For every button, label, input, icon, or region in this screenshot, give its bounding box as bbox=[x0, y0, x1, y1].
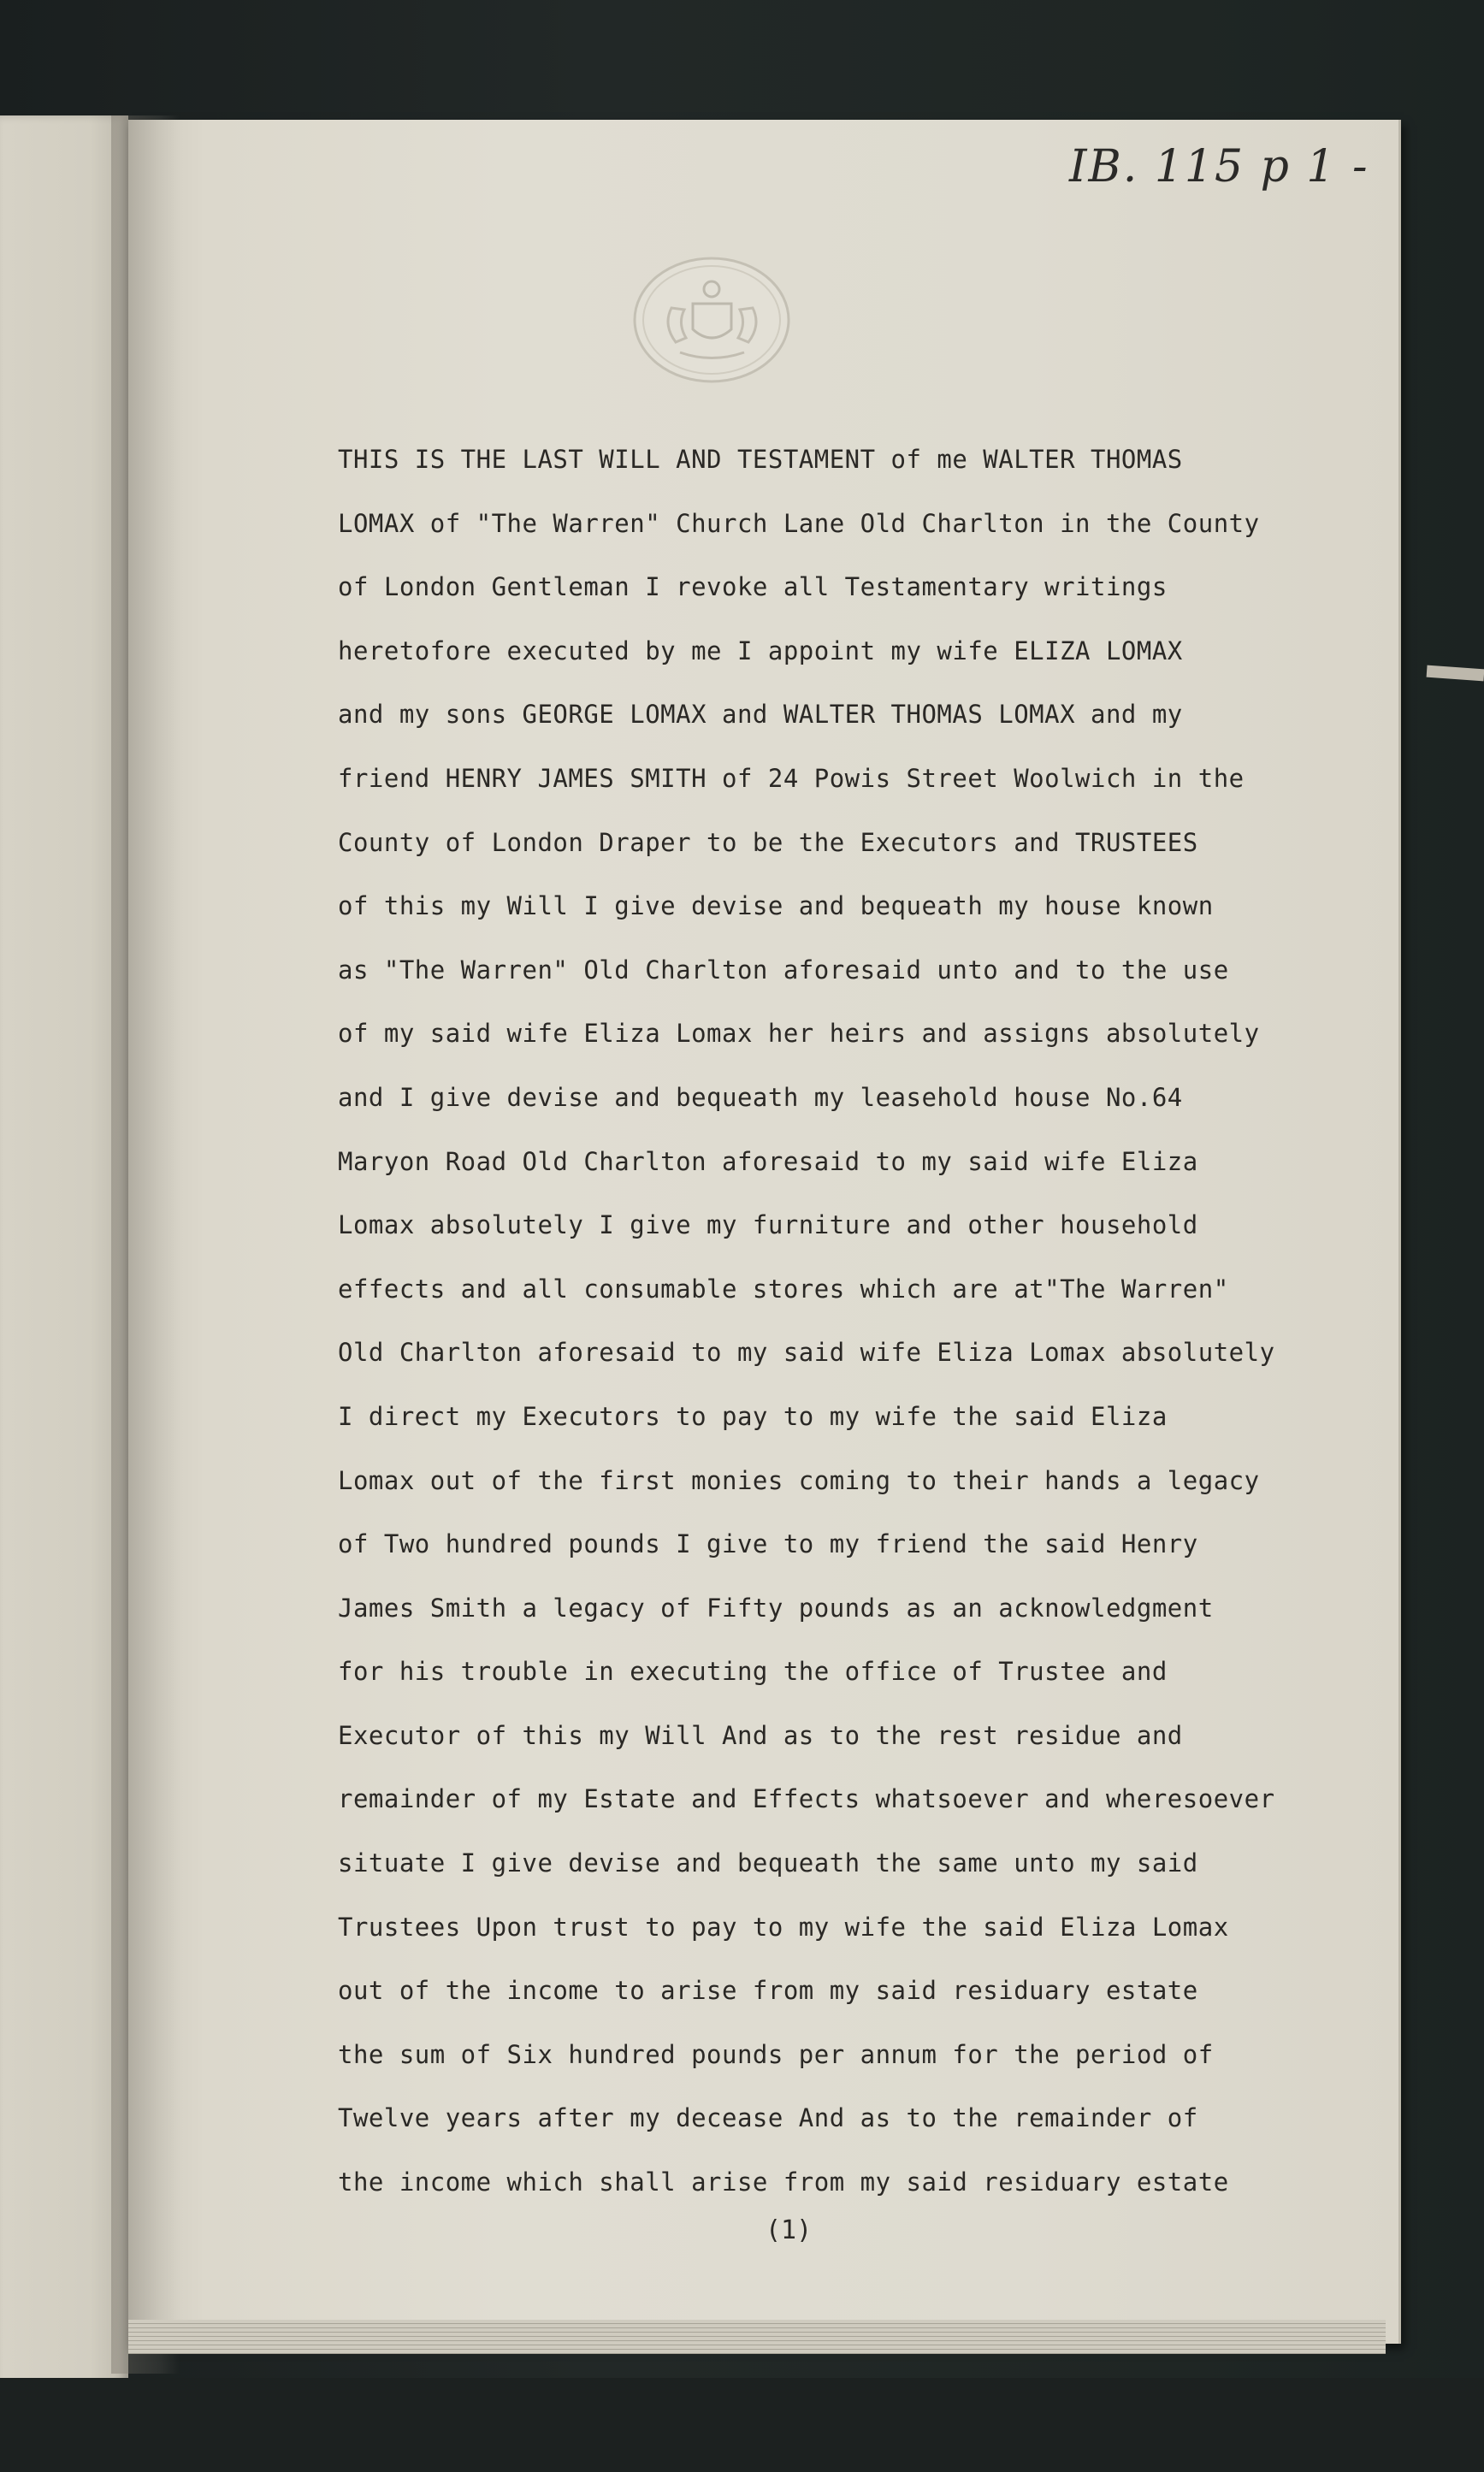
text-line: for his trouble in executing the office of Trustee and bbox=[338, 1657, 1168, 1687]
text-line: the sum of Six hundred pounds per annum for the period of bbox=[338, 2039, 1214, 2069]
text-line: LOMAX of "The Warren" Church Lane Old Charlton in the County bbox=[338, 508, 1260, 538]
archive-reference-mark: IB. 115 p 1 - bbox=[1069, 141, 1369, 192]
embossed-seal-icon bbox=[633, 257, 791, 383]
text-line: of Two hundred pounds I give to my friend the said Henry bbox=[338, 1529, 1198, 1559]
text-line: as "The Warren" Old Charlton aforesaid unto and to the use bbox=[338, 955, 1229, 985]
text-line: of London Gentleman I revoke all Testamentary writings bbox=[338, 572, 1168, 602]
text-line: Lomax absolutely I give my furniture and other household bbox=[338, 1210, 1198, 1240]
text-line: County of London Draper to be the Executors and TRUSTEES bbox=[338, 827, 1198, 857]
page-stack-edges bbox=[128, 2320, 1386, 2354]
will-text-body bbox=[338, 428, 1398, 2215]
text-line: effects and all consumable stores which are at"The Warren" bbox=[338, 1274, 1229, 1304]
text-line: heretofore executed by me I appoint my wife ELIZA LOMAX bbox=[338, 636, 1183, 665]
page-number: (1) bbox=[766, 2215, 813, 2245]
text-line: Trustees Upon trust to pay to my wife the said Eliza Lomax bbox=[338, 1912, 1229, 1942]
text-line: James Smith a legacy of Fifty pounds as an acknowledgment bbox=[338, 1593, 1214, 1623]
text-line: friend HENRY JAMES SMITH of 24 Powis Street Woolwich in the bbox=[338, 763, 1245, 793]
text-line: situate I give devise and bequeath the same unto my said bbox=[338, 1848, 1198, 1878]
text-line: Old Charlton aforesaid to my said wife Eliza Lomax absolutely bbox=[338, 1338, 1275, 1368]
text-line: out of the income to arise from my said residuary estate bbox=[338, 1976, 1198, 2006]
text-line: Lomax out of the first monies coming to their hands a legacy bbox=[338, 1465, 1260, 1495]
text-line: the income which shall arise from my said residuary estate bbox=[338, 2167, 1229, 2197]
scan-bottom-border bbox=[0, 2378, 1484, 2472]
text-line: Twelve years after my decease And as to the remainder of bbox=[338, 2103, 1198, 2133]
binding-gutter bbox=[111, 115, 180, 2374]
text-line: of this my Will I give devise and bequeath my house known bbox=[338, 891, 1214, 921]
text-line: of my said wife Eliza Lomax her heirs and assigns absolutely bbox=[338, 1019, 1260, 1049]
text-line: THIS IS THE LAST WILL AND TESTAMENT of me WALTER THOMAS bbox=[338, 445, 1183, 474]
text-line: remainder of my Estate and Effects whatsoever and wheresoever bbox=[338, 1784, 1275, 1814]
text-line: and my sons GEORGE LOMAX and WALTER THOMAS LOMAX and my bbox=[338, 700, 1183, 730]
text-line: Maryon Road Old Charlton aforesaid to my said wife Eliza bbox=[338, 1146, 1198, 1176]
facing-page-edge bbox=[0, 115, 128, 2408]
text-line: and I give devise and bequeath my leasehold house No.64 bbox=[338, 1082, 1183, 1112]
text-line: Executor of this my Will And as to the rest residue and bbox=[338, 1720, 1183, 1750]
text-line: I direct my Executors to pay to my wife the said Eliza bbox=[338, 1401, 1168, 1431]
